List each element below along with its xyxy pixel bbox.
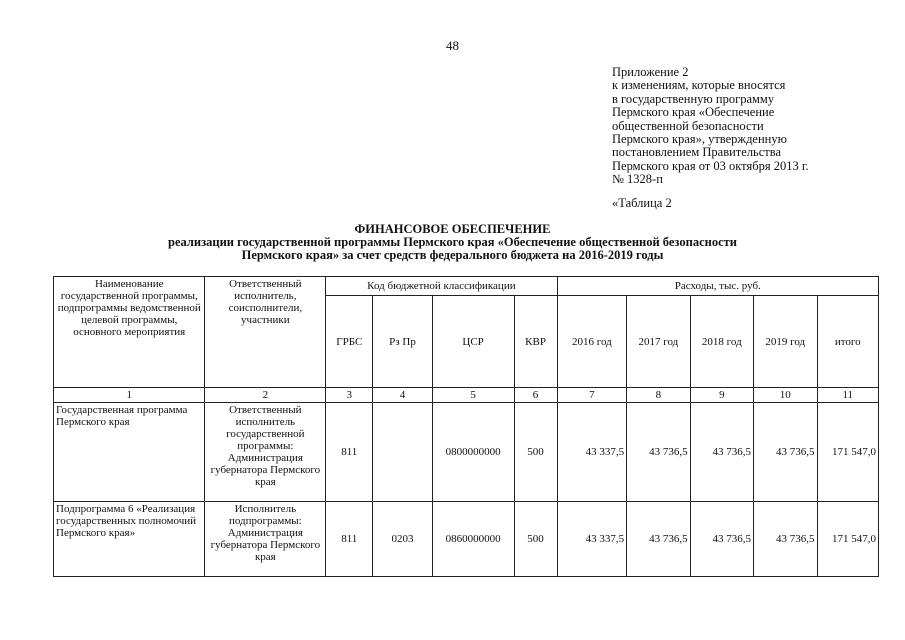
header-grbs: ГРБС xyxy=(326,296,373,388)
column-number: 2 xyxy=(205,388,326,403)
appendix-line: № 1328-п xyxy=(612,172,663,187)
row-2019: 43 736,5 xyxy=(754,403,817,502)
row-responsible: Исполнитель подпрограммы: Администрация губернатора Пермского края xyxy=(205,502,326,577)
document-title xyxy=(0,223,905,262)
row-rzpr xyxy=(373,403,432,502)
row-kvr: 500 xyxy=(514,403,557,502)
header-2018: 2018 год xyxy=(690,296,753,388)
title-line-3: Пермского края» за счет средств федерального бюджета на 2016-2019 годы xyxy=(241,248,664,262)
page-number: 48 xyxy=(446,38,459,53)
column-number: 10 xyxy=(754,388,817,403)
header-total: итого xyxy=(817,296,879,388)
row-2017: 43 736,5 xyxy=(627,403,690,502)
row-kvr: 500 xyxy=(514,502,557,577)
row-csr: 0860000000 xyxy=(432,502,514,577)
row-responsible: Ответственный исполнитель государственной программы: Администрация губернатора Пермского края xyxy=(205,403,326,502)
column-number: 8 xyxy=(627,388,690,403)
column-number: 4 xyxy=(373,388,432,403)
row-2016: 43 337,5 xyxy=(557,502,627,577)
row-2016: 43 337,5 xyxy=(557,403,627,502)
appendix-line: постановлением Правительства xyxy=(612,145,782,160)
column-number: 6 xyxy=(514,388,557,403)
appendix-note xyxy=(612,66,882,187)
title-line-1: ФИНАНСОВОЕ ОБЕСПЕЧЕНИЕ xyxy=(354,222,551,236)
appendix-line: к изменениям, которые вносятся xyxy=(612,78,786,93)
appendix-line: Пермского края», утвержденную xyxy=(612,132,787,147)
row-csr: 0800000000 xyxy=(432,403,514,502)
appendix-line: в государственную программу xyxy=(612,91,775,106)
header-2016: 2016 год xyxy=(557,296,627,388)
column-number: 1 xyxy=(54,388,205,403)
column-number: 5 xyxy=(432,388,514,403)
row-grbs: 811 xyxy=(326,502,373,577)
header-responsible: Ответственный исполнитель, соисполнители, участники xyxy=(205,277,326,388)
row-name: Подпрограмма 6 «Реализация государственных полномочий Пермского края» xyxy=(54,502,205,577)
header-2019: 2019 год xyxy=(754,296,817,388)
appendix-line: Пермского края «Обеспечение xyxy=(612,105,775,120)
header-budget-code: Код бюджетной классификации xyxy=(326,277,557,296)
row-2018: 43 736,5 xyxy=(690,502,753,577)
title-line-2: реализации государственной программы Пермского края «Обеспечение общественной безопасности xyxy=(168,235,737,249)
table-row xyxy=(54,502,879,577)
table-reference: «Таблица 2 xyxy=(612,196,672,210)
header-expenses: Расходы, тыс. руб. xyxy=(557,277,878,296)
financing-table xyxy=(53,276,879,577)
row-2018: 43 736,5 xyxy=(690,403,753,502)
column-number: 11 xyxy=(817,388,879,403)
appendix-line: общественной безопасности xyxy=(612,118,764,133)
table-row xyxy=(54,403,879,502)
row-total: 171 547,0 xyxy=(817,502,879,577)
row-total: 171 547,0 xyxy=(817,403,879,502)
column-numbers-row xyxy=(54,388,879,403)
column-number: 9 xyxy=(690,388,753,403)
header-name: Наименование государственной программы, подпрограммы ведомственной целевой программы, основного мероприятия xyxy=(54,277,205,388)
header-rzpr: Рз Пр xyxy=(373,296,432,388)
row-name: Государственная программа Пермского края xyxy=(54,403,205,502)
row-2017: 43 736,5 xyxy=(627,502,690,577)
header-row-1 xyxy=(54,277,879,296)
appendix-line: Приложение 2 xyxy=(612,65,689,79)
appendix-line: Пермского края от 03 октября 2013 г. xyxy=(612,158,809,173)
column-number: 7 xyxy=(557,388,627,403)
column-number: 3 xyxy=(326,388,373,403)
row-grbs: 811 xyxy=(326,403,373,502)
header-csr: ЦСР xyxy=(432,296,514,388)
row-rzpr: 0203 xyxy=(373,502,432,577)
header-2017: 2017 год xyxy=(627,296,690,388)
header-kvr: КВР xyxy=(514,296,557,388)
row-2019: 43 736,5 xyxy=(754,502,817,577)
